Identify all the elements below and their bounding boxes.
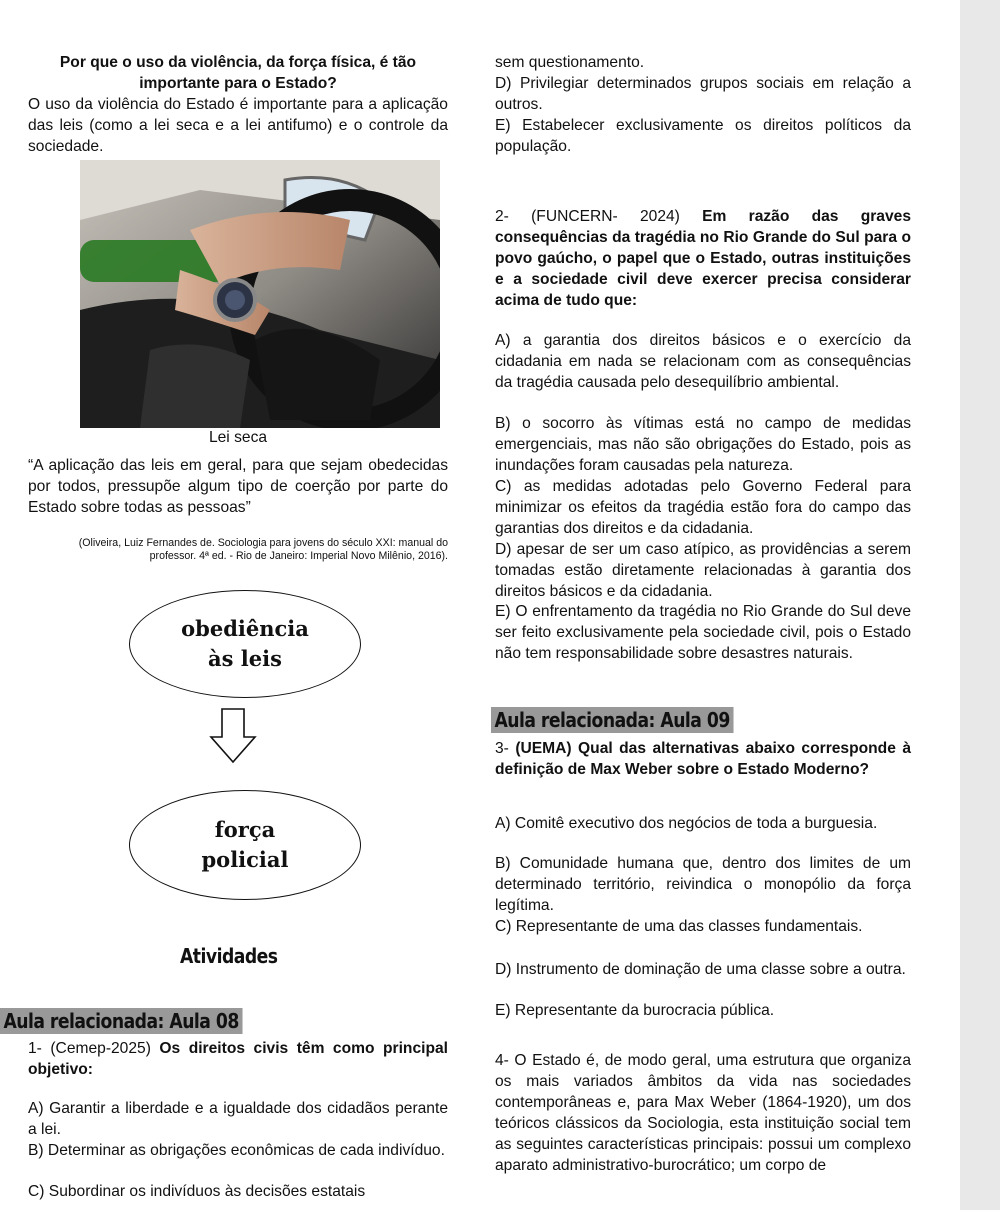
police-force-oval: força policial — [129, 790, 361, 900]
question-1: 1- (Cemep-2025) Os direitos civis têm como principal objetivo: — [28, 1040, 448, 1079]
q3-option-a: A) Comitê executivo dos negócios de toda a burguesia. — [495, 815, 878, 832]
margin-panel — [960, 0, 1000, 1210]
car-interior-illustration — [80, 160, 440, 428]
question-4: 4- O Estado é, de modo geral, uma estrutura que organiza os mais variados âmbitos da vida nas sociedades contemporâneas e, para Max Weber (1864-1920), um dos teóricos clássicos da Sociologia, esta instituição social tem as seguintes características principais: possui um complexo aparato administrativo-burocrático; um corpo de — [495, 1052, 911, 1175]
question-3: 3- (UEMA) Qual das alternativas abaixo corresponde à definição de Max Weber sobre o Estado Moderno? — [495, 740, 911, 779]
q3-option-b: B) Comunidade humana que, dentro dos limites de um determinado território, reivindica o monopólio da força legítima. — [495, 855, 911, 915]
q1-option-c: C) Subordinar os indivíduos às decisões estatais — [28, 1183, 366, 1200]
drunk-driving-photo — [80, 160, 440, 428]
intro-paragraph: O uso da violência do Estado é importante para a aplicação das leis (como a lei seca e a lei antifumo) e o controle da sociedade. — [28, 96, 448, 156]
question-2: 2- (FUNCERN- 2024) Em razão das graves consequências da tragédia no Rio Grande do Sul para o povo gaúcho, o papel que o Estado, outras instituições e a sociedade civil deve exercer precisa considerar acima de tudo que: — [495, 208, 911, 310]
related-class-heading-1: Aula relacionada: Aula 08 — [0, 1008, 242, 1034]
activities-heading: Atividades — [180, 944, 278, 968]
q2-option-b: B) o socorro às vítimas está no campo de medidas emergenciais, mas não são obrigações do Estado, pois as inundações foram causadas pela natureza. — [495, 415, 911, 475]
q3-option-c: C) Representante de uma das classes fundamentais. — [495, 918, 863, 935]
obedience-oval: obediência às leis — [129, 590, 361, 698]
image-caption: Lei seca — [208, 429, 268, 446]
q2-option-c: C) as medidas adotadas pelo Governo Federal para minimizar os efeitos da tragédia estão fora do campo das garantias dos direitos e da cidadania. — [495, 478, 911, 538]
q3-option-e: E) Representante da burocracia pública. — [495, 1002, 775, 1019]
q2-option-e: E) O enfrentamento da tragédia no Rio Grande do Sul deve ser feito exclusivamente pela sociedade civil, pois o Estado não tem responsabilidade sobre desastres naturais. — [495, 603, 911, 663]
section-title: Por que o uso da violência, da força física, é tão importante para o Estado? — [59, 54, 417, 93]
q1-option-b: B) Determinar as obrigações econômicas de cada indivíduo. — [28, 1142, 445, 1159]
related-class-heading-2: Aula relacionada: Aula 09 — [491, 707, 733, 733]
q3-option-d: D) Instrumento de dominação de uma classe sobre a outra. — [495, 961, 906, 978]
q1-option-e: E) Estabelecer exclusivamente os direitos políticos da população. — [495, 117, 911, 156]
q2-option-d: D) apesar de ser um caso atípico, as providências a serem tomadas estão diretamente relacionadas à garantia dos direitos básicos e da cidadania. — [495, 541, 911, 601]
citation: (Oliveira, Luiz Fernandes de. Sociologia para jovens do século XXI: manual do professor. 4ª ed. - Rio de Janeiro: Imperial Novo Milênio, 2016). — [78, 537, 448, 562]
q2-option-a: A) a garantia dos direitos básicos e o exercício da cidadania em nada se relacionam com as consequências da tragédia causada pelo desequilíbrio ambiental. — [495, 332, 911, 392]
quote-paragraph: “A aplicação das leis em geral, para que sejam obedecidas por todos, pressupõe algum tipo de coerção por parte do Estado sobre todas as pessoas” — [28, 457, 448, 517]
q1-option-d: D) Privilegiar determinados grupos sociais em relação a outros. — [495, 75, 911, 114]
q1-option-a: A) Garantir a liberdade e a igualdade dos cidadãos perante a lei. — [28, 1100, 448, 1139]
down-arrow-icon — [208, 707, 258, 765]
q1-option-c-continued: sem questionamento. — [495, 54, 645, 71]
